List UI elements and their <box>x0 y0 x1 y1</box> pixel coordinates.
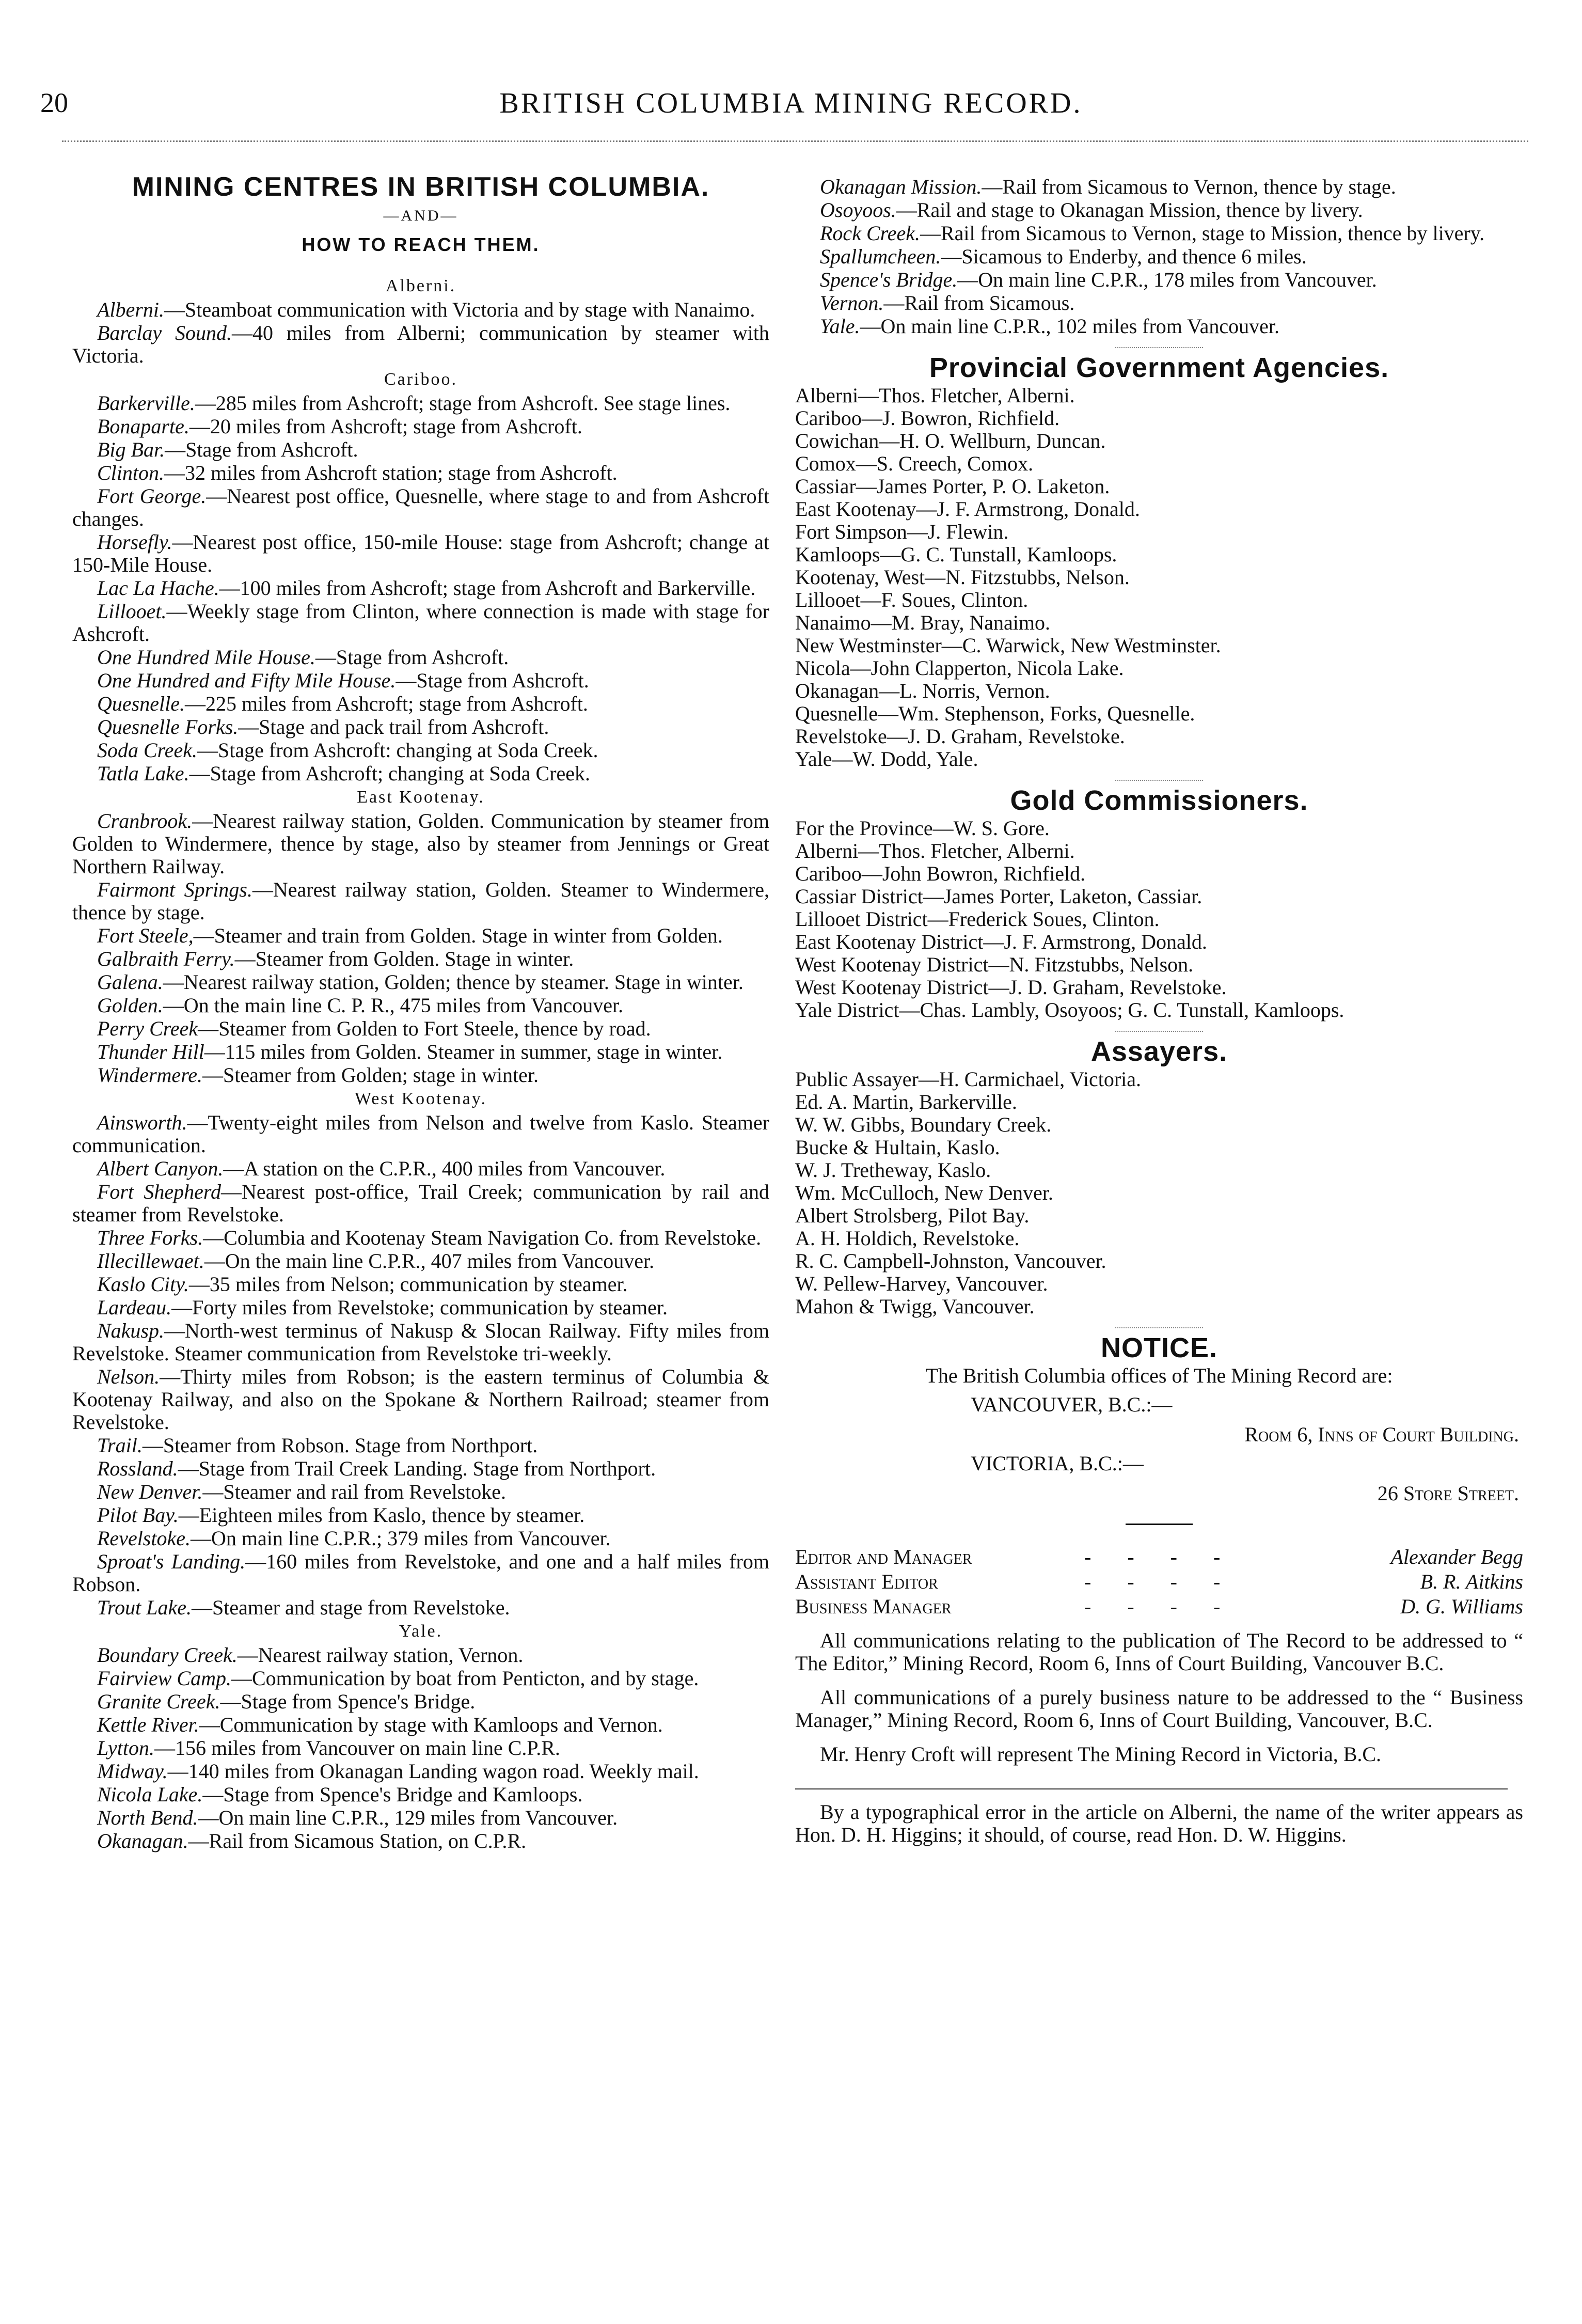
place-description: —A station on the C.P.R., 400 miles from Vancouver. <box>223 1157 666 1180</box>
place-name: Clinton. <box>97 461 165 484</box>
place-entry <box>795 222 1523 245</box>
place-entry <box>72 878 769 924</box>
place-description: —Rail from Sicamous to Vernon, stage to Mission, thence by livery. <box>920 222 1485 245</box>
place-entry <box>72 1667 769 1690</box>
place-name: Trail. <box>97 1434 143 1457</box>
running-title: BRITISH COLUMBIA MINING RECORD. <box>499 87 1083 119</box>
place-description: —Steamer and train from Golden. Stage in winter from Golden. <box>193 924 723 947</box>
place-entry <box>72 1064 769 1087</box>
place-entry <box>72 971 769 994</box>
region-heading: West Kootenay. <box>354 1089 487 1108</box>
place-description: —Columbia and Kootenay Steam Navigation Co. from Revelstoke. <box>203 1226 762 1249</box>
place-name: Galbraith Ferry. <box>97 947 235 970</box>
place-description: —Nearest post-office, Trail Creek; communication by rail and steamer from Revelstoke. <box>72 1180 769 1226</box>
region-heading: East Kootenay. <box>357 788 485 807</box>
place-description: —35 miles from Nelson; communication by steamer. <box>188 1273 628 1296</box>
place-description: —On the main line C. P. R., 475 miles from Vancouver. <box>163 994 624 1017</box>
place-entry <box>72 994 769 1017</box>
place-name: Osoyoos. <box>820 198 896 222</box>
separator <box>1115 347 1203 348</box>
place-description: —Nearest railway station, Golden. Steamer to Windermere, thence by stage. <box>72 878 770 924</box>
place-description: —225 miles from Ashcroft; stage from Ashcroft. <box>184 692 588 715</box>
place-entry <box>72 1157 769 1180</box>
provincial-item: Kamloops—G. C. Tunstall, Kamloops. <box>795 543 1117 566</box>
place-name: Fort Shepherd <box>97 1180 222 1203</box>
place-name: Thunder Hill <box>97 1040 204 1063</box>
place-description: —Stage from Ashcroft. <box>315 646 509 669</box>
place-name: Golden. <box>97 994 163 1017</box>
provincial-item: Nicola—John Clapperton, Nicola Lake. <box>795 656 1124 680</box>
long-rule <box>795 1788 1508 1789</box>
place-description: —Stage from Spence's Bridge and Kamloops. <box>202 1783 583 1806</box>
place-description: —On main line C.P.R., 178 miles from Vancouver. <box>957 268 1377 291</box>
place-name: Three Forks. <box>97 1226 203 1249</box>
place-description: —Stage from Ashcroft; changing at Soda Creek. <box>189 762 591 785</box>
place-entry <box>72 693 769 715</box>
place-name: Soda Creek. <box>97 739 198 762</box>
place-description: —Stage from Ashcroft: changing at Soda Creek. <box>197 739 598 762</box>
place-description: —40 miles from Alberni; communication by steamer with Victoria. <box>72 321 769 367</box>
place-name: Horsefly. <box>97 530 172 554</box>
provincial-item: East Kootenay—J. F. Armstrong, Donald. <box>795 497 1140 521</box>
provincial-item: New Westminster—C. Warwick, New Westminster. <box>795 634 1221 657</box>
place-entry <box>72 646 769 669</box>
assayers-item: Albert Strolsberg, Pilot Bay. <box>795 1204 1030 1227</box>
place-description: —Steamer from Golden. Stage in winter. <box>234 947 574 970</box>
place-entry <box>795 199 1523 222</box>
place-name: Rock Creek. <box>820 222 920 245</box>
place-entry <box>72 600 769 646</box>
place-entry <box>72 462 769 484</box>
place-entry <box>72 485 769 530</box>
place-entry <box>72 739 769 762</box>
place-entry <box>795 245 1523 268</box>
separator <box>1115 1031 1203 1032</box>
place-entry <box>72 1296 769 1319</box>
place-description: —Steamboat communication with Victoria and by stage with Nanaimo. <box>164 298 755 321</box>
provincial-item: Okanagan—L. Norris, Vernon. <box>795 679 1050 702</box>
place-name: Revelstoke. <box>97 1527 191 1550</box>
assayers-heading: Assayers. <box>1090 1036 1228 1067</box>
place-description: —Sicamous to Enderby, and thence 6 miles. <box>941 245 1307 268</box>
place-name: Nicola Lake. <box>97 1783 203 1806</box>
place-name: One Hundred Mile House. <box>97 646 315 669</box>
place-entry <box>72 716 769 739</box>
place-name: Spallumcheen. <box>820 245 941 268</box>
place-entry <box>72 1250 769 1273</box>
place-name: Alberni. <box>97 298 164 321</box>
place-name: Perry Creek <box>97 1017 198 1040</box>
place-name: New Denver. <box>97 1480 203 1503</box>
staff-dashes: - - - - <box>1084 1545 1236 1568</box>
place-name: Illecillewaet. <box>97 1249 204 1273</box>
place-name: Rossland. <box>97 1457 178 1480</box>
place-name: Pilot Bay. <box>97 1503 179 1527</box>
place-entry <box>72 1807 769 1829</box>
place-entry <box>72 577 769 600</box>
place-description: —Nearest railway station, Vernon. <box>237 1643 524 1667</box>
place-entry <box>72 1527 769 1550</box>
place-description: —Steamer from Golden to Fort Steele, thence by road. <box>198 1017 651 1040</box>
provincial-item: Cariboo—J. Bowron, Richfield. <box>795 406 1060 430</box>
place-description: —Weekly stage from Clinton, where connection is made with stage for Ashcroft. <box>72 600 769 646</box>
provincial-item: Alberni—Thos. Fletcher, Alberni. <box>795 384 1075 407</box>
place-entry <box>72 438 769 461</box>
assayers-item: W. W. Gibbs, Boundary Creek. <box>795 1113 1052 1136</box>
place-entry <box>72 669 769 692</box>
place-name: Ainsworth. <box>97 1111 187 1134</box>
place-description: —On the main line C.P.R., 407 miles from Vancouver. <box>204 1249 655 1273</box>
place-entry <box>72 1273 769 1296</box>
place-entry <box>72 1457 769 1480</box>
left-column <box>72 172 770 1853</box>
main-title: MINING CENTRES IN BRITISH COLUMBIA. <box>132 172 710 202</box>
place-name: Sproat's Landing. <box>97 1550 246 1573</box>
separator <box>1115 1327 1203 1328</box>
victoria-city: VICTORIA, B.C.:— <box>971 1452 1144 1475</box>
assayers-item: W. J. Tretheway, Kaslo. <box>795 1158 991 1182</box>
place-description: —On main line C.P.R., 102 miles from Vancouver. <box>860 315 1279 338</box>
gold-item: Cassiar District—James Porter, Laketon, Cassiar. <box>795 885 1203 908</box>
gold-item: Lillooet District—Frederick Soues, Clinton. <box>795 907 1160 931</box>
place-description: —Steamer from Robson. Stage from Northport. <box>142 1434 538 1457</box>
place-description: —Stage from Spence's Bridge. <box>220 1690 476 1713</box>
place-description: —140 miles from Okanagan Landing wagon road. Weekly mail. <box>167 1760 699 1783</box>
gold-item: Cariboo—John Bowron, Richfield. <box>795 862 1086 885</box>
place-description: —Rail from Sicamous Station, on C.P.R. <box>188 1829 527 1852</box>
right-column <box>795 176 1523 1846</box>
provincial-item: Fort Simpson—J. Flewin. <box>795 520 1009 543</box>
place-entry <box>795 269 1523 291</box>
gold-item: West Kootenay District—J. D. Graham, Revelstoke. <box>795 976 1227 999</box>
place-name: One Hundred and Fifty Mile House. <box>97 669 396 692</box>
place-description: —Rail from Sicamous. <box>883 291 1075 315</box>
notice-intro: The British Columbia offices of The Mining Record are: <box>925 1364 1393 1387</box>
place-name: Spence's Bridge. <box>820 268 958 291</box>
place-entry <box>72 1830 769 1852</box>
place-entry <box>72 948 769 970</box>
notice-paragraph: Mr. Henry Croft will represent The Mining Record in Victoria, B.C. <box>820 1742 1382 1766</box>
place-description: —Forty miles from Revelstoke; communication by steamer. <box>171 1296 668 1319</box>
place-name: Okanagan Mission. <box>820 175 982 198</box>
assayers-item: R. C. Campbell-Johnston, Vancouver. <box>795 1249 1106 1273</box>
place-description: —Rail from Sicamous to Vernon, thence by stage. <box>982 175 1396 198</box>
place-name: Boundary Creek. <box>97 1643 238 1667</box>
provincial-item: Cassiar—James Porter, P. O. Laketon. <box>795 475 1110 498</box>
regions-list <box>72 275 769 1852</box>
assayers-item: Ed. A. Martin, Barkerville. <box>795 1090 1017 1113</box>
assayers-item: Public Assayer—H. Carmichael, Victoria. <box>795 1067 1142 1091</box>
place-name: Lardeau. <box>97 1296 172 1319</box>
place-entry <box>795 292 1523 315</box>
provincial-item: Nanaimo—M. Bray, Nanaimo. <box>795 611 1050 634</box>
assayers-item: Mahon & Twigg, Vancouver. <box>795 1295 1035 1318</box>
staff-title: Business Manager <box>795 1595 952 1618</box>
place-entry <box>72 1644 769 1667</box>
place-entry <box>72 1690 769 1713</box>
and-line: —AND— <box>383 207 458 224</box>
place-name: Windermere. <box>97 1063 203 1087</box>
place-entry <box>72 1111 769 1157</box>
place-description: —20 miles from Ashcroft; stage from Ashcroft. <box>189 415 582 438</box>
place-description: —North-west terminus of Nakusp & Slocan Railway. Fifty miles from Revelstoke. Steamer communication from Revelstoke tri-weekly. <box>72 1319 769 1365</box>
notice-paragraph: All communications of a purely business nature to be addressed to the “ Business Manager,” Mining Record, Room 6, Inns of Court Building, Vancouver, B.C. <box>795 1686 1523 1732</box>
place-name: North Bend. <box>97 1806 198 1829</box>
place-name: Kaslo City. <box>97 1273 189 1296</box>
place-entry <box>72 531 769 576</box>
place-name: Big Bar. <box>97 438 165 461</box>
place-description: —Stage from Ashcroft. <box>165 438 358 461</box>
place-entry <box>72 1596 769 1619</box>
assayers-item: Bucke & Hultain, Kaslo. <box>795 1136 1000 1159</box>
place-entry <box>72 1783 769 1806</box>
separator <box>1115 780 1203 781</box>
staff-dashes: - - - - <box>1084 1570 1236 1593</box>
place-description: —Steamer from Golden; stage in winter. <box>202 1063 539 1087</box>
place-description: —Steamer and stage from Revelstoke. <box>192 1596 510 1619</box>
gold-list <box>795 817 1523 1022</box>
place-name: Quesnelle Forks. <box>97 715 239 739</box>
place-name: Nelson. <box>97 1365 160 1388</box>
place-entry <box>72 924 769 947</box>
place-description: —Nearest post office, 150-mile House: stage from Ashcroft; change at 150-Mile House. <box>72 530 769 576</box>
place-description: —Stage and pack trail from Ashcroft. <box>238 715 549 739</box>
place-entry <box>72 1365 769 1434</box>
place-entry <box>72 415 769 438</box>
region-heading: Cariboo. <box>384 370 458 389</box>
place-entry <box>72 299 769 321</box>
place-name: Midway. <box>97 1760 168 1783</box>
gold-heading: Gold Commissioners. <box>1010 785 1308 816</box>
provincial-item: Cowichan—H. O. Wellburn, Duncan. <box>795 429 1106 452</box>
place-name: Lytton. <box>97 1736 155 1760</box>
place-entry <box>795 176 1523 198</box>
provincial-item: Lillooet—F. Soues, Clinton. <box>795 588 1029 611</box>
place-description: —32 miles from Ashcroft station; stage from Ashcroft. <box>164 461 618 484</box>
assayers-item: W. Pellew-Harvey, Vancouver. <box>795 1272 1048 1295</box>
place-entry <box>72 1737 769 1760</box>
staff-row <box>795 1571 1523 1593</box>
vancouver-city: VANCOUVER, B.C.:— <box>971 1393 1173 1416</box>
place-entry <box>72 762 769 785</box>
place-name: Cranbrook. <box>97 809 193 833</box>
gold-item: West Kootenay District—N. Fitzstubbs, Nelson. <box>795 953 1194 976</box>
place-name: Quesnelle. <box>97 692 185 715</box>
place-name: Vernon. <box>820 291 884 315</box>
place-name: Okanagan. <box>97 1829 188 1852</box>
place-name: Fort Steele, <box>97 924 194 947</box>
region-heading: Yale. <box>399 1622 443 1641</box>
place-entry <box>72 1714 769 1736</box>
place-name: Fairmont Springs. <box>97 878 252 901</box>
place-description: —Thirty miles from Robson; is the eastern terminus of Columbia & Kootenay Railway, and also on the Spokane & Northern Railroad; steamer from Revelstoke. <box>72 1365 769 1434</box>
place-entry <box>72 1434 769 1457</box>
place-description: —On main line C.P.R.; 379 miles from Vancouver. <box>191 1527 611 1550</box>
place-name: Fairview Camp. <box>97 1667 231 1690</box>
place-entry <box>72 392 769 415</box>
victoria-address: 26 Store Street. <box>1377 1482 1519 1505</box>
place-name: Yale. <box>820 315 860 338</box>
staff-title: Assistant Editor <box>795 1570 938 1593</box>
place-description: —On main line C.P.R., 129 miles from Vancouver. <box>198 1806 618 1829</box>
place-description: —Nearest post office, Quesnelle, where stage to and from Ashcroft changes. <box>72 484 769 530</box>
place-description: —Nearest railway station, Golden. Communication by steamer from Golden to Windermere, thence by stage, also by steamer from Jennings or Great Northern Railway. <box>72 809 769 878</box>
place-name: Lac La Hache. <box>97 576 219 600</box>
staff-name: D. G. Williams <box>1400 1595 1523 1618</box>
place-description: —Steamer and rail from Revelstoke. <box>202 1480 507 1503</box>
gold-item: Alberni—Thos. Fletcher, Alberni. <box>795 839 1075 862</box>
place-description: —Rail and stage to Okanagan Mission, thence by livery. <box>896 198 1363 222</box>
provincial-item: Comox—S. Creech, Comox. <box>795 452 1034 475</box>
assayers-item: A. H. Holdich, Revelstoke. <box>795 1227 1020 1250</box>
place-description: —285 miles from Ashcroft; stage from Ashcroft. See stage lines. <box>195 391 731 415</box>
place-entry <box>72 1481 769 1503</box>
gold-item: For the Province—W. S. Gore. <box>795 816 1050 840</box>
provincial-heading: Provincial Government Agencies. <box>929 352 1389 383</box>
place-description: —115 miles from Golden. Steamer in summer, stage in winter. <box>204 1040 723 1063</box>
place-description: —Stage from Ashcroft. <box>396 669 589 692</box>
place-entry <box>72 810 769 878</box>
place-description: —Nearest railway station, Golden; thence by steamer. Stage in winter. <box>163 970 743 994</box>
place-entry <box>72 1227 769 1249</box>
place-name: Barkerville. <box>97 391 195 415</box>
place-description: —100 miles from Ashcroft; stage from Ashcroft and Barkerville. <box>219 576 756 600</box>
subtitle: HOW TO REACH THEM. <box>302 234 540 255</box>
place-description: —Communication by stage with Kamloops and Vernon. <box>199 1713 663 1736</box>
vancouver-address: Room 6, Inns of Court Building. <box>1244 1423 1519 1446</box>
place-description: —156 miles from Vancouver on main line C.P.R. <box>154 1736 560 1760</box>
place-entry <box>72 1550 769 1596</box>
place-entry <box>72 322 769 367</box>
staff-list <box>795 1546 1523 1618</box>
place-description: —Communication by boat from Penticton, and by stage. <box>231 1667 699 1690</box>
place-name: Lillooet. <box>97 600 167 623</box>
place-name: Bonaparte. <box>97 415 189 438</box>
short-rule <box>1126 1524 1193 1525</box>
place-name: Tatla Lake. <box>97 762 189 785</box>
assayers-list <box>795 1068 1523 1318</box>
provincial-item: Revelstoke—J. D. Graham, Revelstoke. <box>795 725 1125 748</box>
place-entry <box>72 1760 769 1783</box>
place-name: Nakusp. <box>97 1319 164 1342</box>
place-entry <box>72 1041 769 1063</box>
place-description: —160 miles from Revelstoke, and one and a half miles from Robson. <box>72 1550 769 1596</box>
staff-row <box>795 1546 1523 1568</box>
staff-name: B. R. Aitkins <box>1420 1570 1523 1593</box>
region-heading: Alberni. <box>385 276 456 295</box>
page-number: 20 <box>40 87 68 118</box>
place-name: Kettle River. <box>97 1713 199 1736</box>
place-name: Trout Lake. <box>97 1596 192 1619</box>
place-entry <box>795 315 1523 338</box>
staff-title: Editor and Manager <box>795 1545 972 1568</box>
continued-entries <box>795 176 1523 338</box>
gold-item: Yale District—Chas. Lambly, Osoyoos; G. C. Tunstall, Kamloops. <box>795 998 1344 1022</box>
place-entry <box>72 1320 769 1365</box>
staff-name: Alexander Begg <box>1390 1545 1523 1568</box>
gold-item: East Kootenay District—J. F. Armstrong, Donald. <box>795 930 1207 953</box>
provincial-item: Kootenay, West—N. Fitzstubbs, Nelson. <box>795 566 1130 589</box>
place-name: Albert Canyon. <box>97 1157 224 1180</box>
place-description: —Eighteen miles from Kaslo, thence by steamer. <box>178 1503 585 1527</box>
header-rule <box>62 140 1528 142</box>
place-entry <box>72 1504 769 1527</box>
notice-paragraph: All communications relating to the publication of The Record to be addressed to “ The Editor,” Mining Record, Room 6, Inns of Court Building, Vancouver B.C. <box>795 1629 1523 1675</box>
place-entry <box>72 1181 769 1226</box>
place-name: Granite Creek. <box>97 1690 220 1713</box>
provincial-item: Quesnelle—Wm. Stephenson, Forks, Quesnelle. <box>795 702 1195 725</box>
place-name: Fort George. <box>97 484 207 508</box>
place-description: —Stage from Trail Creek Landing. Stage from Northport. <box>178 1457 656 1480</box>
provincial-list <box>795 384 1523 771</box>
notice-heading: NOTICE. <box>1100 1332 1217 1363</box>
place-description: —Twenty-eight miles from Nelson and twelve from Kaslo. Steamer communication. <box>72 1111 769 1157</box>
assayers-item: Wm. McCulloch, New Denver. <box>795 1181 1053 1204</box>
erratum-note: By a typographical error in the article on Alberni, the name of the writer appears as Hon. D. H. Higgins; it should, of course, read Hon. D. W. Higgins. <box>795 1800 1523 1846</box>
place-name: Galena. <box>97 970 163 994</box>
provincial-item: Yale—W. Dodd, Yale. <box>795 747 978 771</box>
place-entry <box>72 1017 769 1040</box>
staff-row <box>795 1595 1523 1618</box>
place-name: Barclay Sound. <box>97 321 232 344</box>
staff-dashes: - - - - <box>1084 1595 1236 1618</box>
